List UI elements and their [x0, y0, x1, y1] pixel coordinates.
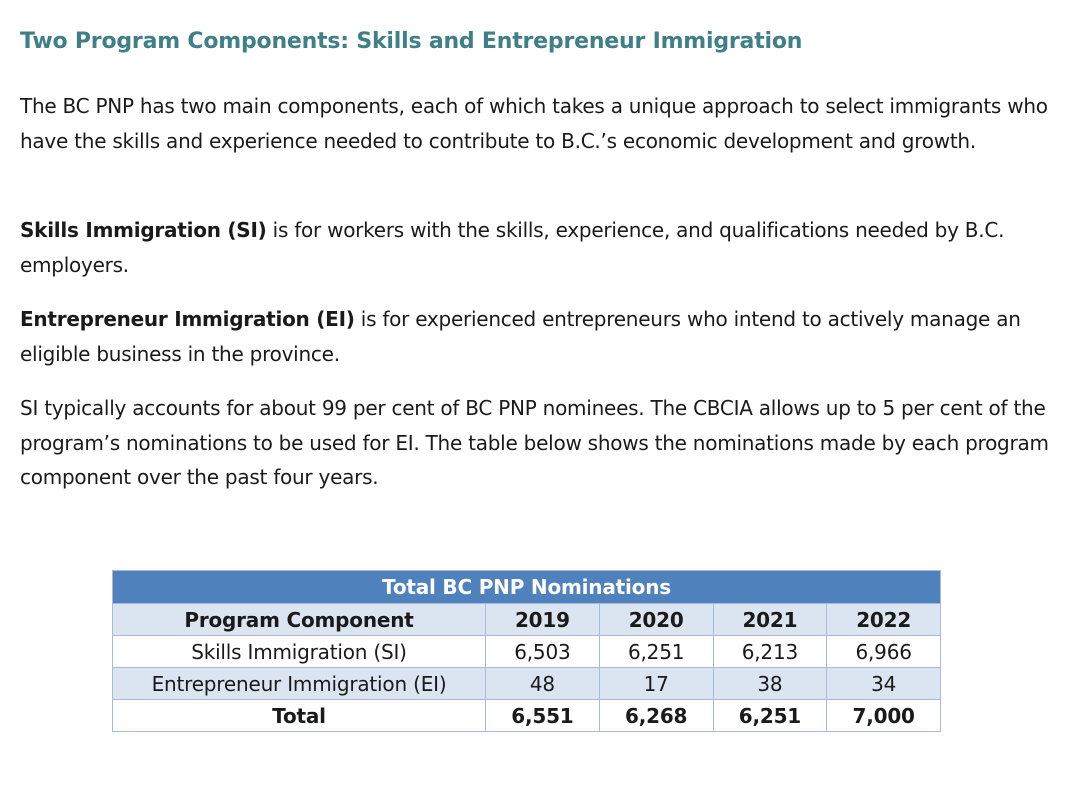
table-cell: Skills Immigration (SI) — [113, 636, 486, 668]
si-term: Skills Immigration (SI) — [20, 218, 267, 242]
ei-description: is for experienced entrepreneurs who intend to actively manage an eligible business in the province. — [20, 307, 1021, 366]
table-row-ei — [113, 668, 941, 700]
nominations-table-container — [112, 570, 940, 732]
table-cell: Total — [113, 700, 486, 732]
ei-term: Entrepreneur Immigration (EI) — [20, 307, 355, 331]
table-title: Total BC PNP Nominations — [113, 571, 941, 604]
column-header: 2022 — [827, 604, 941, 636]
share-paragraph: SI typically accounts for about 99 per cent of BC PNP nominees. The CBCIA allows up to 5 per cent of the program’s nominations to be used for EI. The table below shows the nominations made by each program component over the past four years. — [20, 396, 1049, 489]
section-heading: Two Program Components: Skills and Entrepreneur Immigration — [20, 29, 803, 54]
si-paragraph — [20, 213, 1060, 282]
table-cell: 6,268 — [599, 700, 713, 732]
table-cell: 17 — [599, 668, 713, 700]
table-cell: Entrepreneur Immigration (EI) — [113, 668, 486, 700]
ei-paragraph — [20, 302, 1060, 371]
column-header: 2021 — [713, 604, 827, 636]
table-cell: 38 — [713, 668, 827, 700]
table-header-row — [113, 604, 941, 636]
table-cell: 6,551 — [486, 700, 600, 732]
table-cell: 34 — [827, 668, 941, 700]
table-title-row — [113, 571, 941, 604]
table-cell: 6,966 — [827, 636, 941, 668]
intro-paragraph: The BC PNP has two main components, each of which takes a unique approach to select immigrants who have the skills and experience needed to contribute to B.C.’s economic development and growth. — [20, 94, 1048, 153]
table-cell: 6,251 — [713, 700, 827, 732]
table-row-si — [113, 636, 941, 668]
table-cell: 48 — [486, 668, 600, 700]
column-header: 2019 — [486, 604, 600, 636]
table-cell: 6,213 — [713, 636, 827, 668]
table-row-total — [113, 700, 941, 732]
table-cell: 6,251 — [599, 636, 713, 668]
column-header: 2020 — [599, 604, 713, 636]
nominations-table — [112, 570, 941, 732]
column-header: Program Component — [113, 604, 486, 636]
table-cell: 6,503 — [486, 636, 600, 668]
table-cell: 7,000 — [827, 700, 941, 732]
si-description: is for workers with the skills, experience, and qualifications needed by B.C. employers. — [20, 218, 1005, 277]
